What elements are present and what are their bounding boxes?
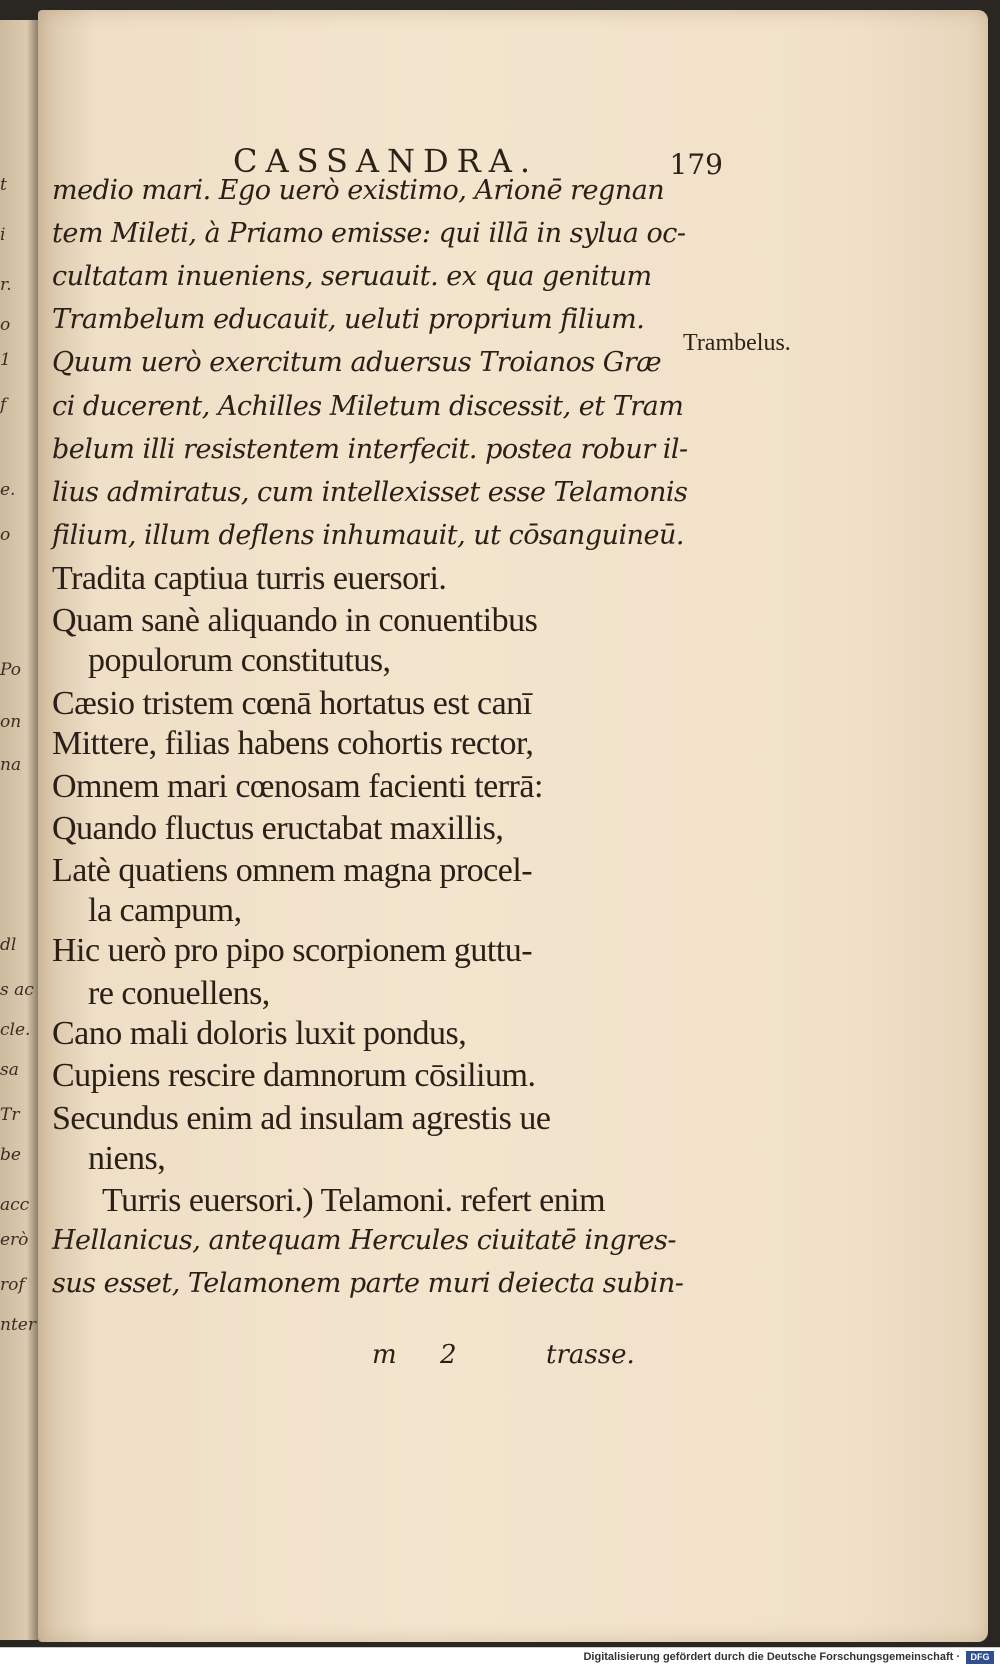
- left-edge-fragment: t: [0, 175, 7, 195]
- text-line: Cæsio tristem cœnā hortatus est canī: [52, 685, 532, 722]
- text-line: la campum,: [88, 892, 242, 929]
- text-line: Latè quatiens omnem magna procel-: [52, 852, 533, 889]
- left-edge-fragment: be: [0, 1145, 21, 1165]
- left-page-edge: [0, 20, 38, 1640]
- text-line: Quam sanè aliquando in conuentibus: [52, 602, 538, 639]
- left-edge-fragment: r.: [0, 275, 12, 295]
- signature-mark: m: [372, 1340, 397, 1370]
- text-line: cultatam inueniens, seruauit. ex qua genitum: [52, 261, 652, 292]
- left-edge-fragment: sa: [0, 1060, 19, 1080]
- left-edge-fragment: nter: [0, 1315, 36, 1335]
- signature-number: 2: [440, 1340, 457, 1370]
- left-edge-fragment: o: [0, 315, 11, 335]
- book-page: [38, 10, 988, 1642]
- text-line: belum illi resistentem interfecit. postea robur il-: [52, 434, 688, 465]
- text-line: medio mari. Ego uerò existimo, Arionē regnan: [52, 175, 665, 206]
- footer-credit: Digitalisierung gefördert durch die Deutsche Forschungsgemeinschaft ·: [583, 1651, 960, 1663]
- text-line: Quando fluctus eructabat maxillis,: [52, 810, 504, 847]
- text-line: niens,: [88, 1140, 166, 1177]
- left-edge-fragment: rof: [0, 1275, 25, 1295]
- text-line: Mittere, filias habens cohortis rector,: [52, 725, 534, 762]
- running-head: CASSANDRA.: [233, 142, 539, 180]
- text-line: Quum uerò exercitum aduersus Troianos Græ: [52, 347, 662, 378]
- text-line: Hic uerò pro pipo scorpionem guttu-: [52, 932, 533, 969]
- text-line: ci ducerent, Achilles Miletum discessit, et Tram: [52, 391, 684, 422]
- left-edge-fragment: erò: [0, 1230, 29, 1250]
- left-edge-fragment: na: [0, 755, 22, 775]
- text-line: lius admiratus, cum intellexisset esse Telamonis: [52, 477, 688, 508]
- left-edge-fragment: Tr: [0, 1105, 20, 1125]
- footer-bar: [0, 1647, 1000, 1668]
- text-line: Omnem mari cœnosam facienti terrā:: [52, 768, 543, 805]
- left-edge-fragment: acc: [0, 1195, 30, 1215]
- left-edge-fragment: s ac: [0, 980, 34, 1000]
- text-line: Turris euersori.) Telamoni. refert enim: [102, 1182, 606, 1219]
- text-line: filium, illum deflens inhumauit, ut cōsanguineū.: [52, 520, 684, 551]
- text-line: tem Mileti, à Priamo emisse: qui illā in sylua oc-: [52, 218, 686, 249]
- text-line: Tradita captiua turris euersori.: [52, 560, 447, 597]
- left-edge-fragment: o: [0, 525, 11, 545]
- text-line: re conuellens,: [88, 975, 270, 1012]
- catchword: trasse.: [546, 1340, 635, 1370]
- text-line: Cano mali doloris luxit pondus,: [52, 1015, 467, 1052]
- text-line: Hellanicus, antequam Hercules ciuitatē ingres-: [52, 1225, 677, 1256]
- left-edge-fragment: e.: [0, 480, 16, 500]
- text-line: Trambelum educauit, ueluti proprium filium.: [52, 304, 645, 335]
- text-line: Cupiens rescire damnorum cōsilium.: [52, 1057, 536, 1094]
- text-line: Secundus enim ad insulam agrestis ue: [52, 1100, 551, 1137]
- left-edge-fragment: Po: [0, 660, 21, 680]
- left-edge-fragment: cle.: [0, 1020, 31, 1040]
- dfg-logo-icon: DFG: [966, 1651, 994, 1664]
- page-number: 179: [669, 148, 723, 181]
- left-edge-fragment: dl: [0, 935, 17, 955]
- margin-note: Trambelus.: [683, 330, 791, 356]
- text-line: populorum constitutus,: [88, 642, 391, 679]
- left-edge-fragment: 1: [0, 350, 11, 370]
- text-line: sus esset, Telamonem parte muri deiecta subin-: [52, 1268, 684, 1299]
- left-edge-fragment: on: [0, 712, 22, 732]
- left-edge-fragment: f: [0, 395, 7, 415]
- left-edge-fragment: i: [0, 225, 6, 245]
